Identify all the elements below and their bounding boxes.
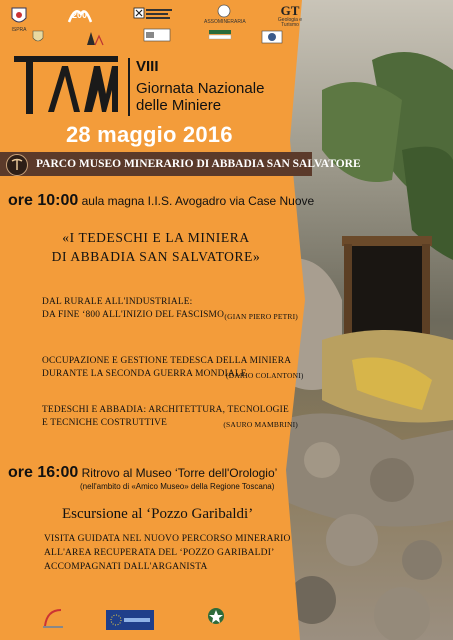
museo-logo [142, 28, 172, 44]
remi-logo [40, 606, 66, 631]
morning-line [8, 192, 314, 210]
ispra-label: ISPRA [11, 27, 27, 33]
talk-item [42, 296, 298, 322]
afternoon-line [8, 464, 277, 482]
talk-item [42, 404, 298, 430]
assomineraria-label: ASSOMINERARIA [204, 19, 246, 25]
conference-title [0, 228, 312, 266]
conference-title-line2: DI ABBADIA SAN SALVATORE» [51, 249, 261, 264]
svg-text:200: 200 [72, 10, 88, 20]
logo-tower [82, 30, 106, 48]
morning-time: ore 10:00 [8, 192, 79, 209]
europe-logo [106, 610, 154, 631]
talk-speaker: (DARIO COLANTONI) [226, 371, 304, 380]
event-title-line2: delle Miniere [136, 97, 222, 114]
logo-3 [132, 6, 174, 28]
talk-line1: OCCUPAZIONE E GESTIONE TEDESCA DELLA MINIERA [42, 356, 292, 366]
logo-2 [66, 4, 94, 28]
morning-place: aula magna I.I.S. Avogadro via Case Nuove [81, 194, 315, 208]
coat-of-arms-logo [28, 30, 48, 46]
tam-logo [14, 54, 120, 116]
excursion-title: Escursione al ‘Pozzo Garibaldi’ [62, 506, 254, 522]
talk-item [42, 355, 304, 381]
visit-description [44, 532, 291, 574]
logo-small [260, 30, 284, 46]
visit-line3: ACCOMPAGNATI DALL'ARGANISTA [44, 562, 208, 572]
event-title-line1: Giornata Nazionale [136, 80, 265, 97]
event-title [136, 80, 264, 114]
talk-line2: DURANTE LA SECONDA GUERRA MONDIALE [42, 369, 247, 379]
event-date: 28 maggio 2016 [66, 122, 233, 147]
talk-speaker: (GIAN PIERO PETRI) [224, 312, 298, 321]
edition-number: VIII [136, 58, 159, 75]
conference-title-line1: «I TEDESCHI E LA MINIERA [62, 230, 250, 245]
visit-line1: VISITA GUIDATA NEL NUOVO PERCORSO MINERARIO [44, 534, 291, 544]
talk-line2: DA FINE ‘800 ALL'INIZIO DEL FASCISMO [42, 310, 225, 320]
venue-name: PARCO MUSEO MINERARIO DI ABBADIA SAN SALVATORE [36, 158, 361, 170]
gt-mark: GT [280, 3, 300, 18]
talk-line1: TEDESCHI E ABBADIA: ARCHITETTURA, TECNOLOGIE [42, 405, 289, 415]
pickaxe-icon [6, 154, 28, 176]
gt-logo [276, 4, 304, 28]
logo-flag [206, 28, 234, 44]
talk-speaker: (SAURO MAMBRINI) [223, 420, 298, 429]
ispra-logo [8, 6, 30, 33]
visit-line2: ALL'AREA RECUPERATA DEL ‘POZZO GARIBALDI’ [44, 548, 275, 558]
talk-line1: DAL RURALE ALL'INDUSTRIALE: [42, 297, 193, 307]
afternoon-note: (nell'ambito di «Amico Museo» della Regione Toscana) [80, 482, 275, 491]
afternoon-time: ore 16:00 [8, 464, 79, 481]
logo-divider [128, 58, 130, 116]
gt-sub: Geologia e Turismo [277, 17, 303, 28]
talk-line2: E TECNICHE COSTRUTTIVE [42, 418, 168, 428]
mine-photo [282, 0, 453, 640]
assomineraria-logo [204, 4, 244, 25]
emblem-logo [204, 606, 228, 629]
afternoon-text: Ritrovo al Museo ‘Torre dell'Orologio’ [81, 466, 278, 480]
